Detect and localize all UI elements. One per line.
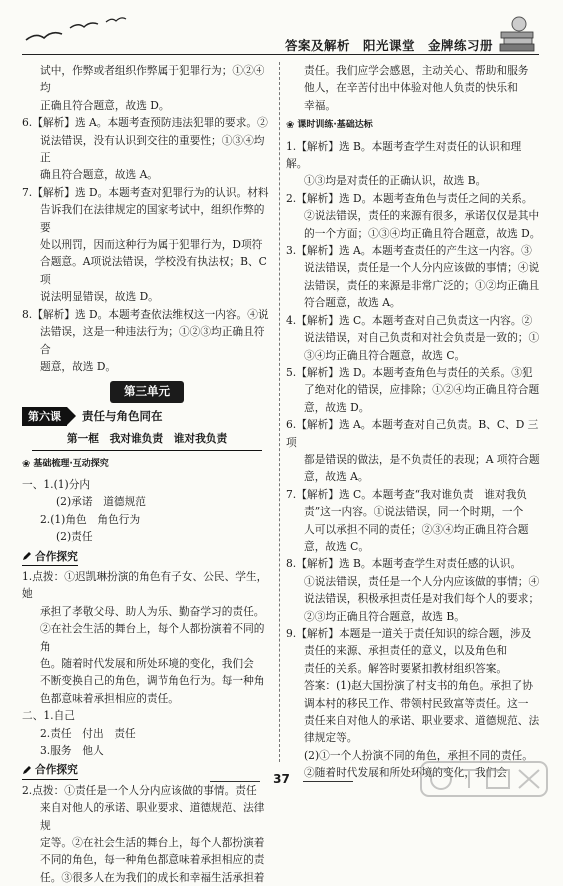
basic-answers: 一、1.(1)分内 (2)承诺 道德规范 2.(1)角色 角色行为 (2)责任: [22, 477, 146, 544]
watermark-logo: [419, 758, 549, 800]
answer-8: 8.【解析】选 D。本题考查依法维权这一内容。④说 法错误，这是一种违法行为；①②③均正确且符合 题意，故选 D。: [22, 307, 269, 373]
practice-6: 6.【解析】选 A。本题考查对自己负责。B、C、D 三项 都是错误的做法，是不负责任的表现；A 项符合题 意，故选 A。: [286, 418, 540, 484]
flower-icon: ❀: [286, 120, 295, 132]
footer-rule-right: [303, 781, 353, 782]
answer-7: 7.【解析】选 D。本题考查对犯罪行为的认识。材料 告诉我们在法律规定的国家考试中，组织作弊的要 处以刑罚，因而这种行为属于犯罪行为，D项符 合题意。A项说法错误，学校没有执法权；B、C 项 说法明显错误，故选 D。: [22, 185, 269, 304]
header-rule: [22, 54, 539, 55]
section-two: 二、1.自己 2.责任 付出 责任 3.服务 他人: [22, 709, 136, 758]
practice-9: 9.【解析】本题是一道关于责任知识的综合题，涉及 责任的来源、承担责任的意义，以及角色和 责任的关系。解答时要紧扣教材组织答案。: [286, 627, 532, 675]
unit-badge: 第三单元: [110, 381, 184, 402]
right-column: [286, 62, 542, 782]
header-title: 答案及解析 阳光课堂 金牌练习册: [284, 38, 493, 53]
flower-icon: ❀: [22, 458, 31, 470]
practice-1: 1.【解析】选 B。本题考查学生对责任的认识和理解。 ①③均是对责任的正确认识，故选 B。: [286, 139, 522, 188]
flying-birds-icon: [22, 10, 142, 50]
page-header: [0, 0, 563, 62]
section-heading-practice: ❀ 课时训练·基础达标: [286, 117, 542, 134]
book-stack-logo-icon: [495, 14, 539, 56]
pencil-icon: [22, 551, 32, 561]
practice-3: 3.【解析】选 A。本题考查责任的产生这一内容。③ 说法错误，责任是一个人分内应该做的事情；④说 法错误，责任的来源是非常广泛的；①②均正确且 符合题意，故选 A。: [286, 244, 540, 310]
lesson-title: 责任与角色同在: [82, 408, 163, 423]
practice-5: 5.【解析】选 D。本题考查角色与责任的关系。③犯 了绝对化的错误，应排除；①②④均正确且符合题 意，故选 D。: [286, 365, 540, 414]
frame-title: 第一框 我对谁负责 谁对我负责: [32, 430, 262, 450]
lesson-tag: 第六课: [22, 407, 67, 426]
practice-2: 2.【解析】选 D。本题考查角色与责任之间的关系。 ②说法错误，责任的来源有很多，承诺仅仅是其中 的一个方面；①③④均正确且符合题意，故选 D。: [286, 191, 541, 240]
page-number: 37: [273, 772, 290, 786]
dianbo-1: 1.点拨：①迟凯琳扮演的角色有子女、公民、学生，她 承担了孝敬父母、助人为乐、勤奋学习的责任。 ②在社会生活的舞台上，每个人都扮演着不同的角 色。随着时代发展和所处环境的变化，我们会 不断变换自己的角色，调节角色行为。每一种角 色都意味着承担相应的责任。: [22, 569, 268, 705]
answer-continued-right: 责任。我们应学会感恩，主动关心、帮助和服务 他人，在辛苦付出中体验对他人负责的快乐和 幸福。: [304, 64, 529, 112]
section-heading-basic: ❀ 基础梳理·互动探究: [22, 456, 272, 473]
left-column: [22, 62, 272, 886]
arrow-icon: [67, 407, 76, 425]
practice-4: 4.【解析】选 C。本题考查对自己负责这一内容。② 说法错误，对自己负责和对社会负责是一致的；① ③④均正确且符合题意，故选 C。: [286, 313, 540, 362]
lesson-heading: [22, 407, 272, 426]
coop-heading-1: 合作探究: [22, 548, 78, 566]
answer-6: 6.【解析】选 A。本题考查预防违法犯罪的要求。② 说法错误，没有认识到交往的重要性；①③④均正 确且符合题意，故选 A。: [22, 116, 268, 182]
dianbo-2: 2.点拨：①责任是一个人分内应该做的事情。责任 来自对他人的承诺、职业要求、道德规范、法律规 定等。②在社会生活的舞台上，每个人都扮演着 不同的角色，每一种角色都意味着承担相应的责 任。③很多人在为我们的成长和幸福生活承担着: [22, 783, 265, 884]
practice-9-answer: 答案：(1)赵大国扮演了村支书的角色。承担了协 调本村的移民工作、带领村民致富等责任。这一 责任来自对他人的承诺、职业要求、道德规范、法 律规定等。 (2)①一个人扮演不同的角色，承担不同的责任。 ②随着时代发展和所处环境的变化，我们会: [304, 679, 540, 780]
coop-heading-2: 合作探究: [22, 761, 78, 779]
answer-continued: 试中，作弊或者组织作弊属于犯罪行为；①②④均 正确且符合题意，故选 D。: [40, 64, 265, 112]
column-divider: [279, 62, 280, 762]
practice-8: 8.【解析】选 B。本题考查学生对责任感的认识。 ①说法错误，责任是一个人分内应该做的事情；④ 说法错误，积极承担责任是对我们每个人的要求； ②③均正确且符合题意，故选 B。: [286, 557, 540, 623]
practice-7: 7.【解析】选 C。本题考查“我对谁负责 谁对我负 责”这一内容。①说法错误，同一个时期，一个 人可以承担不同的责任；②③④均正确且符合题 意，故选 C。: [286, 487, 529, 553]
